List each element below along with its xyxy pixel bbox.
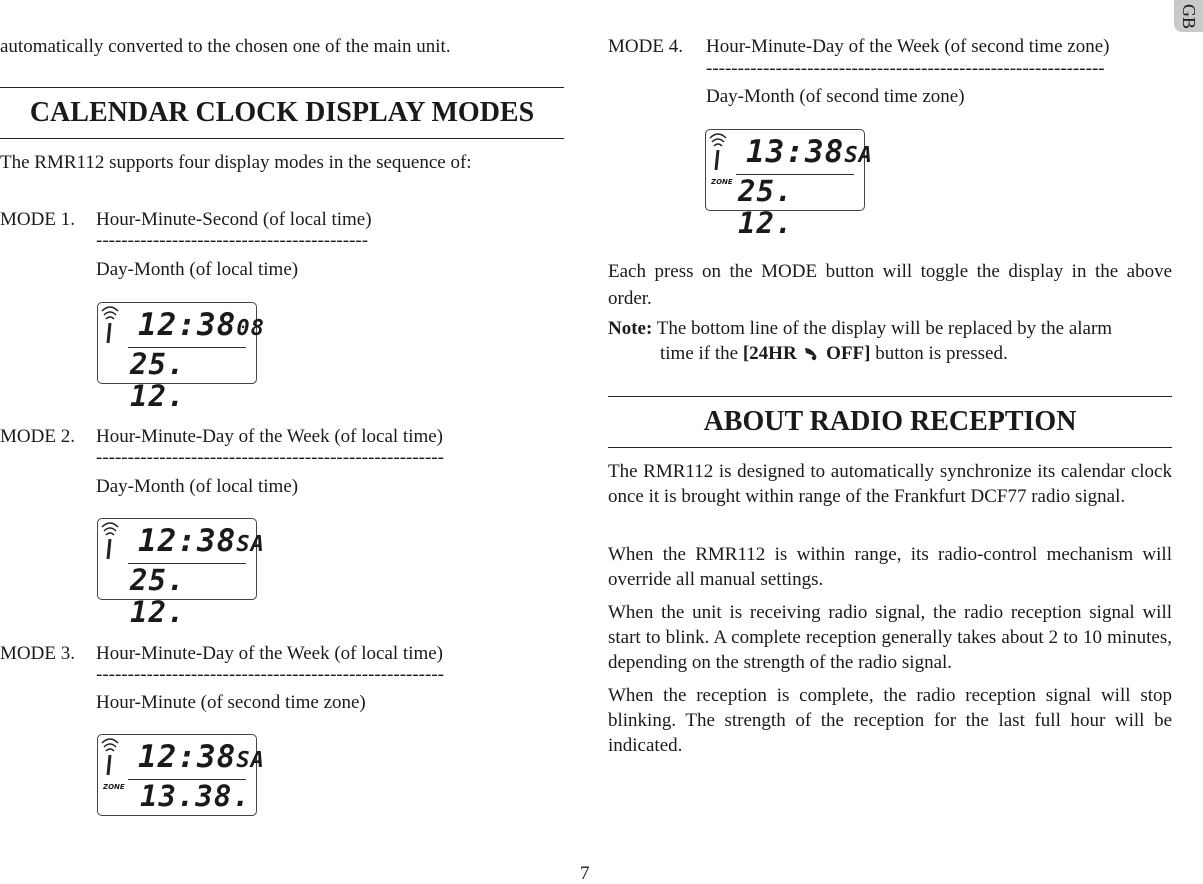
lcd-time: 13:38SA (746, 134, 873, 170)
lcd-time: 12:38SA (138, 523, 265, 559)
lcd-date: 25. 12. (130, 563, 186, 629)
lcd-suffix: SA (236, 748, 265, 773)
lcd-display-mode4 (705, 129, 873, 240)
mode-label: MODE 3. (0, 643, 75, 664)
lcd-zone-time: 13.38. (140, 779, 251, 813)
mode-line2: Day-Month (of local time) (96, 259, 299, 280)
intro-text: automatically converted to the chosen one of the main unit. (0, 36, 451, 57)
mode-line2: Day-Month (of second time zone) (706, 86, 965, 107)
lcd-time: 12:38SA (138, 739, 265, 775)
language-tab (1174, 0, 1203, 32)
alarm-bell-icon (801, 345, 821, 361)
lcd-date: 25. 12. (738, 174, 794, 240)
radio-paragraph: When the RMR112 is within range, its radio-control mechanism will override all manual settings. (608, 544, 1172, 590)
lcd-zone-label: ZONE (103, 783, 125, 791)
note-button-a: [24HR (742, 343, 797, 364)
lcd-date: 25. 12. (130, 347, 186, 413)
radio-paragraph: The RMR112 is designed to automatically synchronize its calendar clock once it is brought within range of the Frankfurt DCF77 radio signal. (608, 461, 1172, 507)
mode-line1: Hour-Minute-Day of the Week (of second time zone) (706, 36, 1110, 57)
mode-toggle-text: Each press on the MODE button will toggle the display in the above order. (608, 261, 1172, 309)
mode-separator: --------------------------------------------------------------- (706, 58, 1105, 79)
section-heading-radio-reception: ABOUT RADIO RECEPTION (608, 396, 1172, 448)
note-text-2b: button is pressed. (875, 343, 1008, 364)
mode-label: MODE 2. (0, 426, 75, 447)
lcd-display-mode3 (97, 734, 265, 816)
page-number: 7 (580, 863, 590, 884)
note-text-line1: The bottom line of the display will be replaced by the alarm (656, 318, 1113, 339)
mode-separator: ------------------------------------------- (96, 230, 369, 251)
lcd-zone-label: ZONE (711, 178, 733, 186)
note-block (608, 316, 1112, 342)
lcd-suffix: SA (844, 143, 873, 168)
mode-label: MODE 4. (608, 36, 683, 57)
note-button-b: OFF] (826, 343, 871, 364)
mode-label: MODE 1. (0, 209, 75, 230)
mode-line1: Hour-Minute-Day of the Week (of local time) (96, 643, 444, 664)
lcd-display-mode1 (97, 302, 265, 413)
mode-separator: ------------------------------------------------------- (96, 447, 444, 468)
language-tab-label: GB (1179, 4, 1199, 30)
lcd-display-mode2 (97, 518, 265, 629)
note-line2 (660, 341, 1008, 367)
mode-line2: Day-Month (of local time) (96, 476, 299, 497)
note-label: Note: (608, 318, 653, 339)
mode-line1: Hour-Minute-Second (of local time) (96, 209, 372, 230)
radio-paragraph: When the unit is receiving radio signal, the radio reception signal will start to blink. A complete reception generally takes about 2 to 10 minutes, depending on the strength of the radio signal. (608, 602, 1172, 673)
section-heading-display-modes: CALENDAR CLOCK DISPLAY MODES (0, 87, 564, 139)
lcd-suffix: 08 (236, 316, 265, 341)
modes-lead-text: The RMR112 supports four display modes in the sequence of: (0, 152, 472, 173)
radio-paragraph: When the reception is complete, the radio reception signal will stop blinking. The strength of the reception for the last full hour will be indicated. (608, 685, 1172, 756)
mode-line2: Hour-Minute (of second time zone) (96, 692, 366, 713)
mode-line1: Hour-Minute-Day of the Week (of local time) (96, 426, 444, 447)
mode-separator: ------------------------------------------------------- (96, 664, 444, 685)
lcd-suffix: SA (236, 532, 265, 557)
lcd-time: 12:3808 (138, 307, 265, 343)
note-text-2a: time if the (660, 343, 739, 364)
